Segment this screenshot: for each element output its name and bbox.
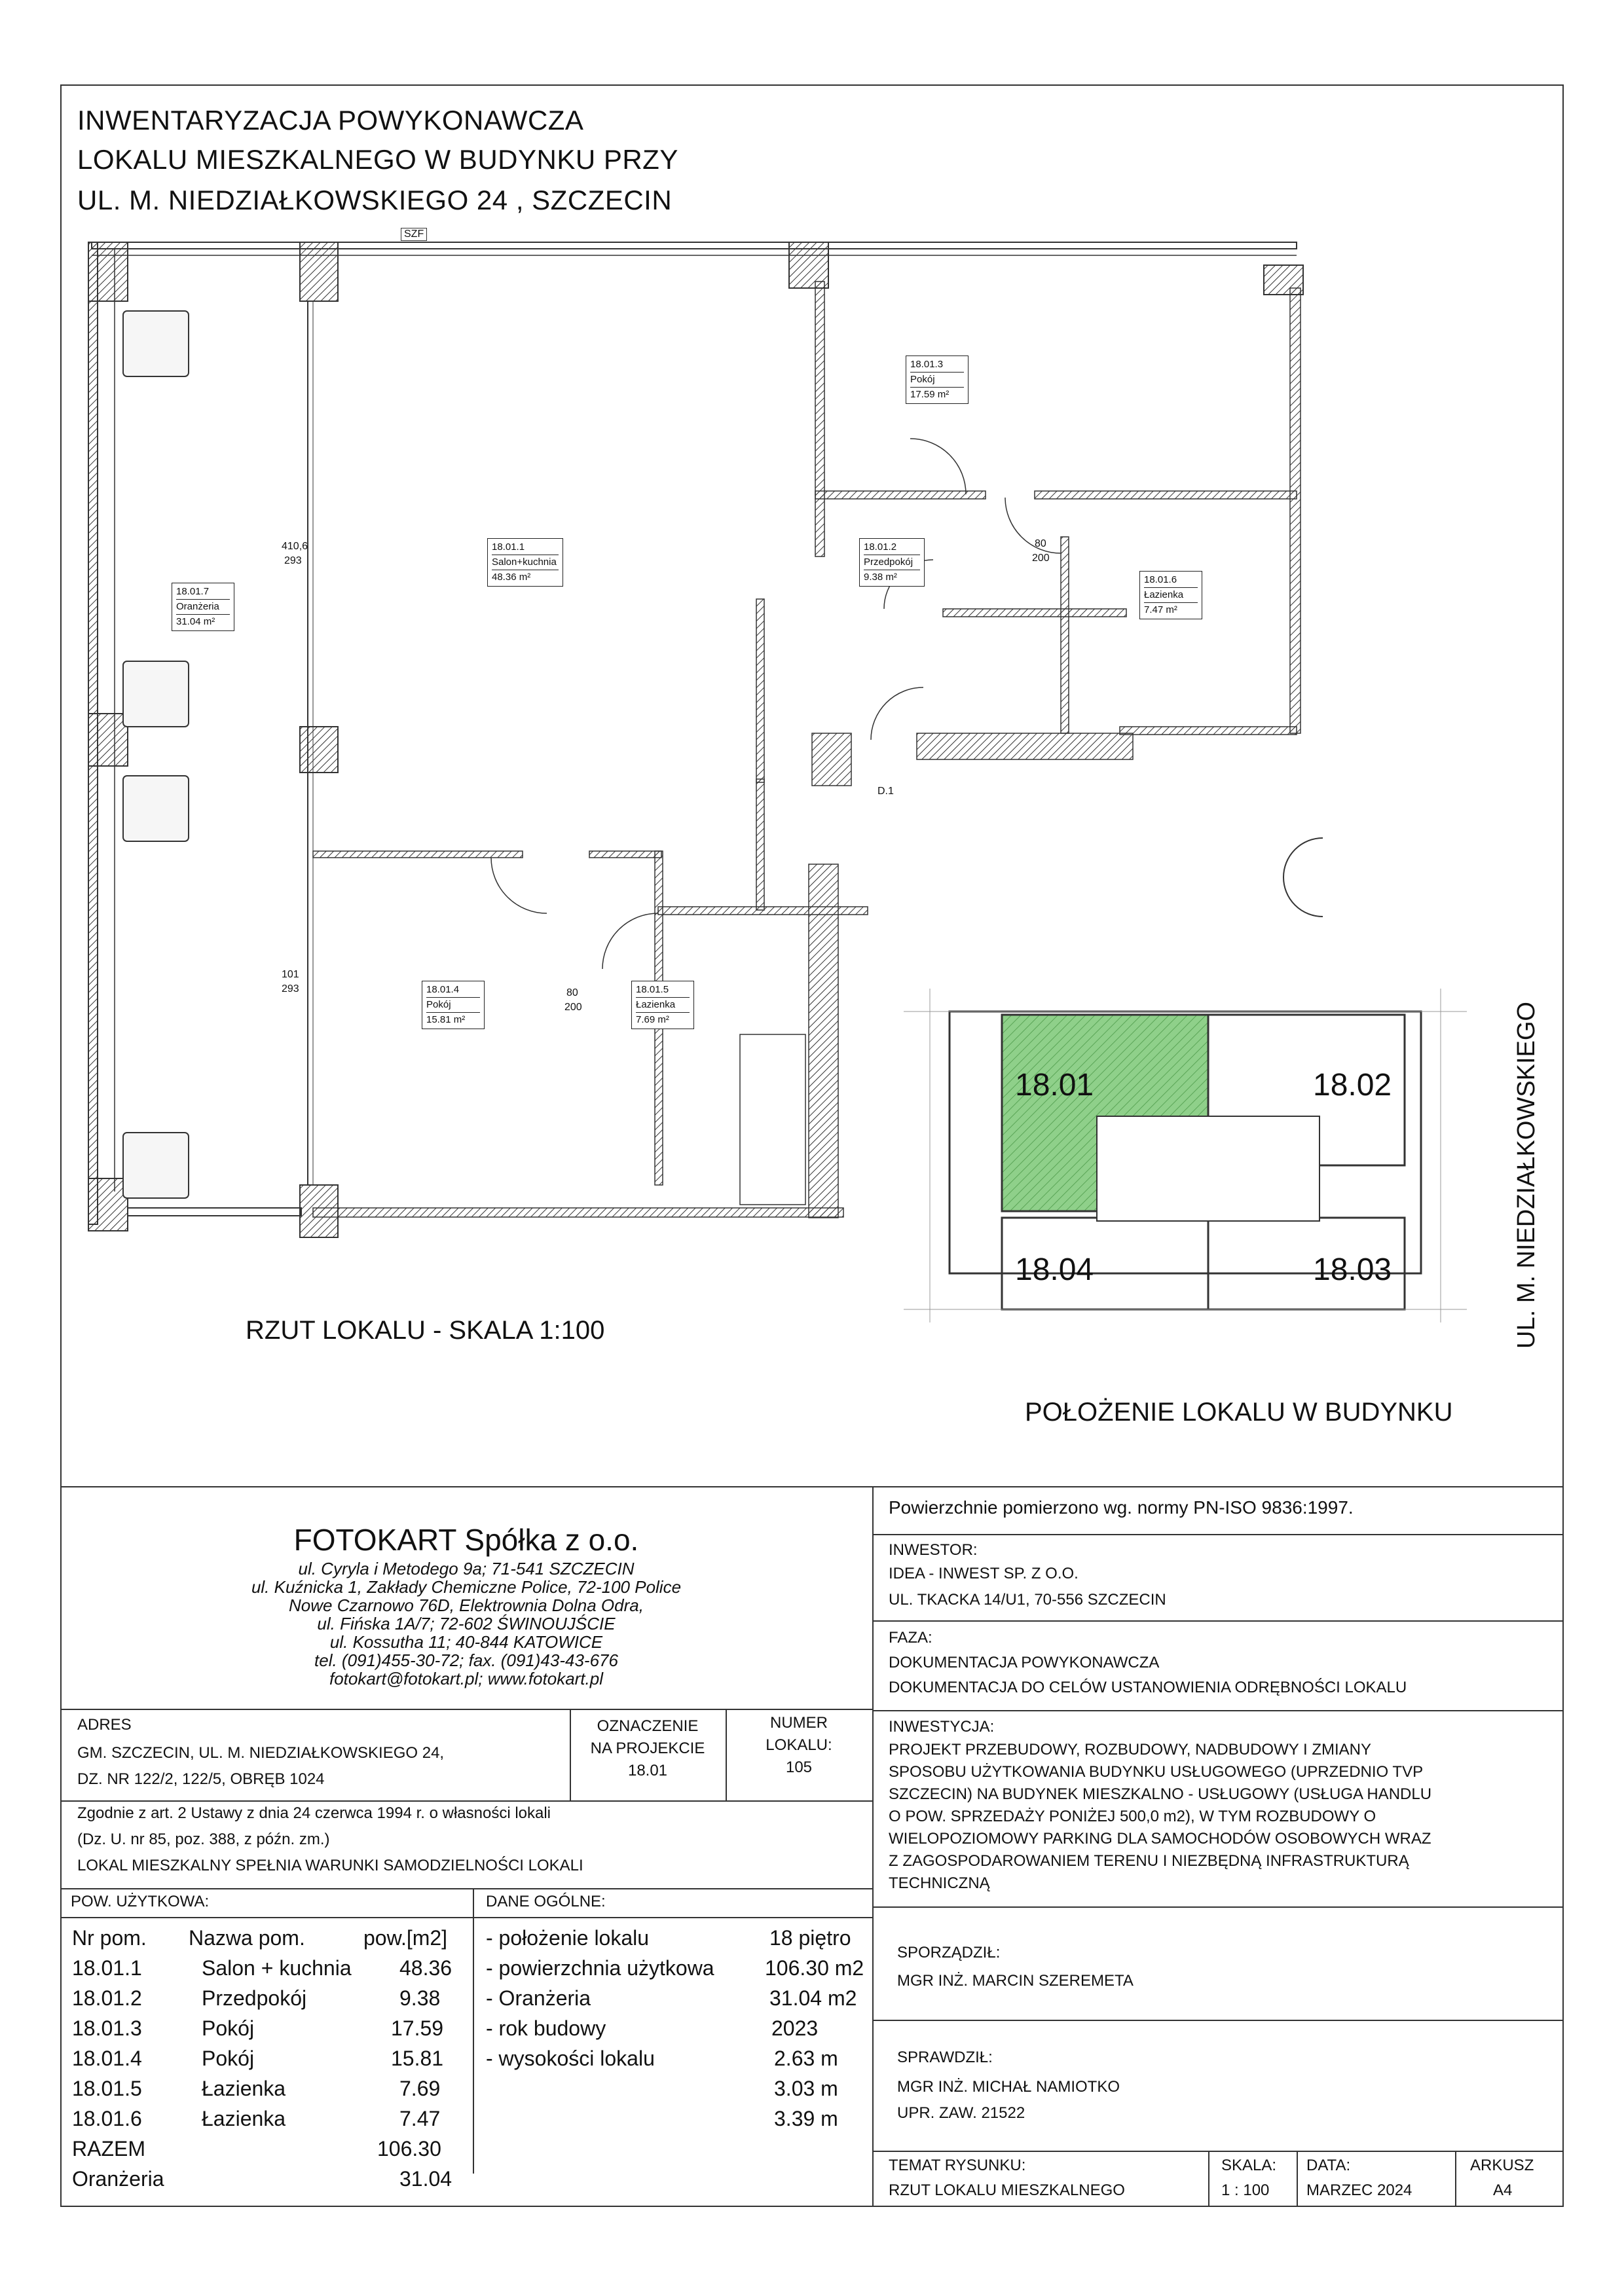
dim-label: 101 (282, 969, 299, 980)
usable-header-area: pow.[m2] (363, 1926, 448, 1950)
topic-label: TEMAT RYSUNKU: (889, 2157, 1026, 2174)
door-dim: 200 (1032, 553, 1050, 564)
general-data-label: DANE OGÓLNE: (486, 1893, 606, 1910)
date-label: DATA: (1306, 2157, 1351, 2174)
unit-label-18-03: 18.03 (1313, 1252, 1392, 1287)
divider (872, 1620, 1564, 1622)
orangery-value: 31.04 (399, 2167, 452, 2191)
room-label-18-01-7: 18.01.7 Oranżeria 31.04 m² (172, 583, 234, 631)
usable-header-name: Nazwa pom. (189, 1926, 305, 1950)
investment-label: INWESTYCJA: (889, 1718, 995, 1736)
company-address: ul. Cyryla i Metodego 9a; 71-541 SZCZECIN ul. Kuźnicka 1, Zakłady Chemiczne Police, 72-100 Police Nowe Czarnowo 76D, Elektrownia Dolna Odra, ul. Fińska 1A/7; 72-602 ŚWINOUJŚCIE ul. Kossutha 11; 40-844 KATOWICE tel. (091)455-30-72; fax. (091)43-43-676 fotokart@fotokart.pl; www.fotokart.pl (251, 1559, 682, 1688)
room-label-18-01-4: 18.01.4 Pokój 15.81 m² (422, 981, 485, 1029)
sheet-label: ARKUSZ (1470, 2157, 1534, 2174)
door-dim: 80 (1035, 538, 1046, 549)
address-line-1: GM. SZCZECIN, UL. M. NIEDZIAŁKOWSKIEGO 24, (77, 1744, 445, 1762)
door-dim: 200 (564, 1002, 582, 1013)
dim-label: 410,6 (282, 541, 308, 552)
divider (473, 1888, 474, 2174)
divider (872, 2020, 1564, 2021)
sheet-value: A4 (1493, 2181, 1513, 2199)
room-label-18-01-2: 18.01.2 Przedpokój 9.38 m² (859, 538, 925, 587)
plan-caption: RZUT LOKALU - SKALA 1:100 (246, 1316, 605, 1345)
divider (872, 1710, 1564, 1711)
date-value: MARZEC 2024 (1306, 2181, 1412, 2199)
dim-label: 293 (282, 983, 299, 994)
room-label-18-01-5: 18.01.5 Łazienka 7.69 m² (631, 981, 694, 1029)
divider (60, 1917, 872, 1918)
investment-description: PROJEKT PRZEBUDOWY, ROZBUDOWY, NADBUDOWY I ZMIANY SPOSOBU UŻYTKOWANIA BUDYNKU USŁUGOWEGO (UPRZEDNIO TVP SZCZECIN) NA BUDYNEK MIESZKALNO - USŁUGOWY (USŁUGA HANDLU O POW. SPRZEDAŻY PONIŻEJ 500,0 m2), W TYM ROZBUDOWY O WIELOPOZIOMOWY PARKING DLA SAMOCHODÓW OSOBOWYCH WRAZ Z ZAGOSPODAROWANIEM TERENU I NIEZBĘDNĄ INFRASTRUKTURĄ TECHNICZNĄ (889, 1741, 1432, 1892)
unit-label-18-04: 18.04 (1015, 1252, 1094, 1287)
door-dim: D.1 (877, 786, 894, 797)
divider (872, 1906, 1564, 1908)
room-label-18-01-3: 18.01.3 Pokój 17.59 m² (906, 355, 969, 404)
divider (872, 2151, 1564, 2152)
title-line-1: INWENTARYZACJA POWYKONAWCZA (77, 105, 584, 136)
title-line-3: UL. M. NIEDZIAŁKOWSKIEGO 24 , SZCZECIN (77, 185, 673, 215)
law-line-2: (Dz. U. nr 85, poz. 388, z późn. zm.) (77, 1831, 330, 1848)
door-dim: 80 (566, 987, 578, 998)
szf-label: SZF (401, 228, 427, 241)
checker-label: SPRAWDZIŁ: (897, 2049, 993, 2066)
address-line-2: DZ. NR 122/2, 122/5, OBRĘB 1024 (77, 1770, 325, 1788)
divider (872, 1486, 874, 2207)
law-line-3: LOKAL MIESZKALNY SPEŁNIA WARUNKI SAMODZIELNOŚCI LOKALI (77, 1857, 583, 1874)
norm-note: Powierzchnie pomierzono wg. normy PN-ISO 9836:1997. (889, 1497, 1354, 1518)
divider (1297, 2151, 1298, 2207)
scale-value: 1 : 100 (1221, 2181, 1270, 2199)
usable-total-label: RAZEM (72, 2137, 145, 2160)
orangery-label: Oranżeria (72, 2167, 164, 2191)
divider (60, 1709, 872, 1710)
title-line-2: LOKALU MIESZKALNEGO W BUDYNKU PRZY (77, 144, 678, 175)
dim-label: 293 (284, 555, 302, 566)
room-label-18-01-1: 18.01.1 Salon+kuchnia 48.36 m² (487, 538, 563, 587)
usable-area-label: POW. UŻYTKOWA: (71, 1893, 210, 1910)
unit-number-cell: NUMER LOKALU: 105 (766, 1714, 832, 1776)
scale-label: SKALA: (1221, 2157, 1277, 2174)
divider (872, 1534, 1564, 1535)
usable-total-value: 106.30 (377, 2137, 441, 2160)
location-caption: POŁOŻENIE LOKALU W BUDYNKU (1025, 1398, 1453, 1427)
company-name: FOTOKART Spółka z o.o. (293, 1523, 639, 1557)
phase-line-2: DOKUMENTACJA DO CELÓW USTANOWIENIA ODRĘBNOŚCI LOKALU (889, 1679, 1407, 1696)
divider (60, 1888, 872, 1889)
investor-line-2: UL. TKACKA 14/U1, 70-556 SZCZECIN (889, 1591, 1166, 1609)
phase-label: FAZA: (889, 1629, 932, 1647)
unit-label-18-02: 18.02 (1313, 1068, 1392, 1102)
divider (1208, 2151, 1209, 2207)
phase-line-1: DOKUMENTACJA POWYKONAWCZA (889, 1654, 1160, 1671)
address-label: ADRES (77, 1716, 132, 1734)
divider (1455, 2151, 1456, 2207)
designation-cell: OZNACZENIE NA PROJEKCIE 18.01 (590, 1717, 705, 1779)
law-line-1: Zgodnie z art. 2 Ustawy z dnia 24 czerwca 1994 r. o własności lokali (77, 1804, 551, 1822)
room-label-18-01-6: 18.01.6 Łazienka 7.47 m² (1139, 571, 1202, 619)
topic-value: RZUT LOKALU MIESZKALNEGO (889, 2181, 1125, 2199)
checker-license: UPR. ZAW. 21522 (897, 2104, 1025, 2122)
unit-label-18-01: 18.01 (1015, 1068, 1094, 1102)
checker-name: MGR INŻ. MICHAŁ NAMIOTKO (897, 2078, 1120, 2096)
author-label: SPORZĄDZIŁ: (897, 1944, 1001, 1961)
street-label: UL. M. NIEDZIAŁKOWSKIEGO (1513, 1002, 1540, 1349)
author-name: MGR INŻ. MARCIN SZEREMETA (897, 1972, 1134, 1990)
divider (60, 1486, 1564, 1487)
investor-line-1: IDEA - INWEST SP. Z O.O. (889, 1565, 1079, 1582)
investor-label: INWESTOR: (889, 1541, 978, 1559)
usable-header-nr: Nr pom. (72, 1926, 147, 1950)
